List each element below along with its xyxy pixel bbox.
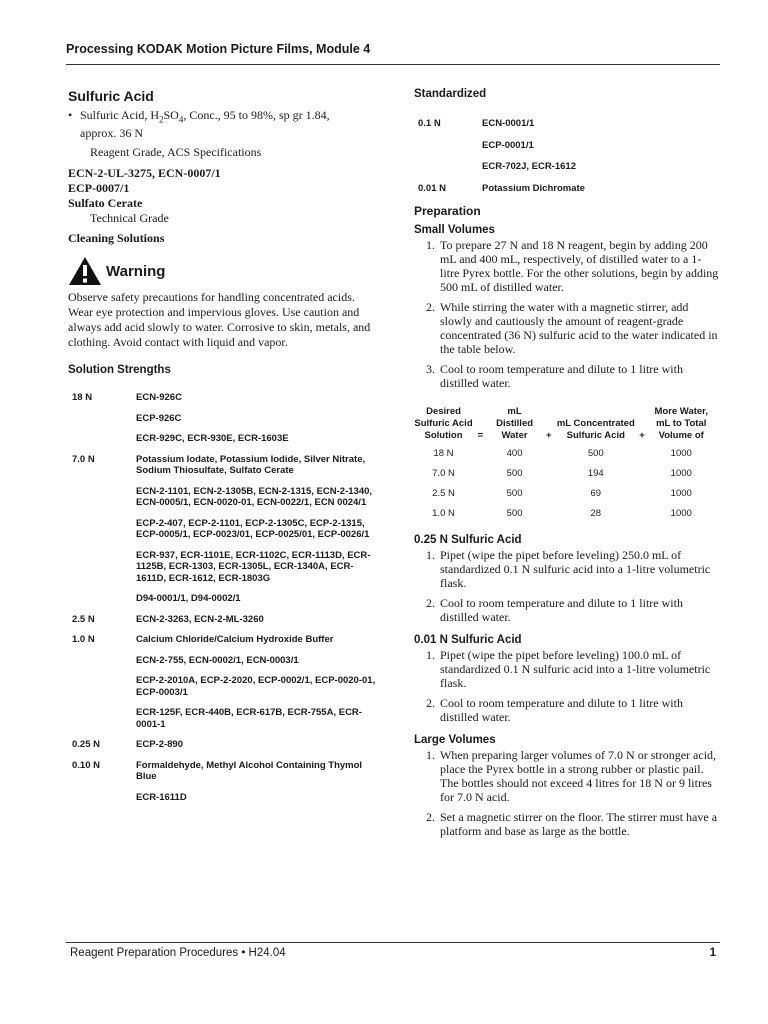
strength-row [68,454,378,605]
step-number: 1. [426,748,435,762]
q01-title: 0.01 N Sulfuric Acid [414,634,522,646]
step-text: Cool to room temperature and dilute to 1 litre with distilled water. [440,362,683,390]
strength-normality: 18 N [72,392,93,404]
step-item [426,810,720,838]
standardized-row [414,183,720,195]
step-text: Cool to room temperature and dilute to 1 litre with distilled water. [440,596,683,624]
step-text: When preparing larger volumes of 7.0 N or stronger acid, place the Pyrex bottle in a strong rubber or plastic pail. The bottles should not exceed 4 litres for 18 N or 9 litres for 7.0 N acid. [440,748,717,804]
q25-title: 0.25 N Sulfuric Acid [414,534,522,546]
strength-row [68,614,378,626]
strength-normality: 7.0 N [72,453,95,465]
dilution-cell: 18 N [433,448,454,459]
dilution-table-row [414,464,714,484]
formula-part: SO [163,108,179,122]
dilution-header-cell: Desired Sulfuric Acid Solution [414,406,473,441]
dilution-spacer-cell [636,504,649,524]
dilution-table-row [414,444,714,464]
step-text: Set a magnetic stirrer on the floor. The stirrer must have a platform and base as large as the bottle. [440,810,718,838]
strength-row [68,760,378,804]
formula-part: , Conc., 95 to 98%, sp gr 1.84, [183,108,330,122]
warning-icon [68,256,102,286]
step-text: Pipet (wipe the pipet before leveling) 250.0 mL of standardized 0.1 N sulfuric acid into a 1-litre volumetric flask. [440,548,711,590]
strength-item: ECN-2-3263, ECN-2-ML-3260 [136,613,264,625]
dilution-cell: 2.5 N [432,488,455,499]
step-number: 2. [426,810,435,824]
dilution-spacer-cell [636,444,649,464]
strength-normality: 1.0 N [72,634,95,646]
dilution-cell: 1.0 N [432,508,455,519]
strength-item: ECN-2-755, ECN-0002/1, ECN-0003/1 [136,654,299,666]
strength-item: ECR-1611D [136,791,187,803]
dilution-cell: 69 [590,488,602,499]
dilution-header-cell: + [545,430,552,441]
footer-text: Reagent Preparation Procedures • H24.04 [70,947,286,959]
warning-label: Warning [106,262,166,280]
formula-line2: approx. 36 N [80,126,143,141]
step-item [426,648,720,690]
strength-item: ECR-929C, ECR-930E, ECR-1603E [136,433,289,445]
dilution-table [414,404,714,524]
dilution-cell: 1000 [670,448,692,459]
small-volumes-steps [414,238,720,390]
strength-item: ECN-2-1101, ECN-2-1305B, ECN-2-1315, ECN-2-1340, ECN-0005/1, ECN-0020-01, ECN-0022/1, ECN 0024/1 [136,485,373,509]
formula-part: Sulfuric Acid, H [80,108,159,122]
strength-row [68,739,378,751]
dilution-cell: 500 [506,468,523,479]
standardized-row [414,161,720,173]
footer-rule [66,942,720,943]
strength-items [136,392,378,445]
strength-item: Calcium Chloride/Calcium Hydroxide Buffer [136,634,334,646]
dilution-spacer-cell [541,444,556,464]
step-item [426,596,720,624]
dilution-header-cell: + [639,430,645,441]
dilution-spacer-cell [473,444,488,464]
step-item [426,548,720,590]
standardized-row [414,140,720,152]
strength-item: ECR-125F, ECR-440B, ECR-617B, ECR-755A, ECR-0001-1 [136,707,362,730]
dilution-header-cell: More Water, mL to Total Volume of [654,406,708,441]
standardized-item: ECP-0001/1 [482,139,534,151]
strength-item: ECP-2-407, ECP-2-1101, ECP-2-1305C, ECP-2-1315, ECP-0005/1, ECP-0023/01, ECP-0025/01, ECP-0026/1 [136,517,370,541]
standardized-item: ECN-0001/1 [482,118,535,129]
standardized-normality: 0.1 N [418,118,441,129]
step-text: To prepare 27 N and 18 N reagent, begin by adding 200 mL and 400 mL, respectively, of distilled water to a 1-litre Pyrex bottle. For the other solutions, begin by adding 500 mL of distilled water. [440,238,719,294]
solution-strengths-title: Solution Strengths [68,364,171,377]
cleaning-solutions: Cleaning Solutions [68,231,165,246]
reagent-grade: Reagent Grade, ACS Specifications [90,145,262,160]
step-number: 2. [426,300,435,314]
large-volumes-title: Large Volumes [414,734,496,746]
strength-items [136,634,378,730]
strength-items [136,739,378,751]
strength-item: ECP-2-2010A, ECP-2-2020, ECP-0002/1, ECP-0020-01, ECP-0003/1 [136,675,376,698]
step-item [426,238,720,294]
step-number: 2. [426,696,435,710]
sulfato-cerate: Sulfato Cerate [68,196,143,211]
step-text: Cool to room temperature and dilute to 1 litre with distilled water. [440,696,683,724]
strength-items [136,454,378,605]
standardized-item: ECR-702J, ECR-1612 [482,161,576,172]
dilution-cell: 1000 [670,508,692,519]
q01-steps [414,648,720,724]
header-rule [66,64,720,65]
strength-item: ECR-937, ECR-1101E, ECR-1102C, ECR-1113D, ECR-1125B, ECR-1303, ECR-1305L, ECR-1340A, ECR-1611D, ECR-1612, ECR-1803G [136,549,371,584]
dilution-header-cell: = [477,430,484,441]
dilution-spacer-cell [636,484,649,504]
step-number: 2. [426,596,435,610]
dilution-spacer-cell [473,504,488,524]
step-number: 3. [426,362,435,376]
strength-row [68,634,378,730]
step-number: 1. [426,548,435,562]
standardized-normality: 0.01 N [418,182,446,194]
dilution-spacer-cell [473,484,488,504]
dilution-cell: 1000 [670,468,692,479]
dilution-cell: 28 [590,508,602,519]
dilution-cell: 1000 [670,488,692,499]
warning-text: Observe safety precautions for handling concentrated acids. Wear eye protection and impervious gloves. Use caution and always add acid slowly to water. Corrosive to skin, metals, and clothing. Avoid contact with liquid and vapor. [68,290,371,350]
large-volumes-steps [414,748,720,838]
acid-bullet [68,108,378,140]
strength-normality: 0.10 N [72,759,100,771]
standardized-normality [414,140,482,152]
solution-strengths-table [68,392,378,803]
dilution-spacer-cell [636,464,649,484]
small-volumes-title: Small Volumes [414,224,495,236]
dilution-table-row [414,484,714,504]
strength-item: ECN-926C [136,392,182,404]
dilution-table-body [414,444,714,524]
dilution-table-header [414,404,714,444]
step-item [426,696,720,724]
formula-sub: 4 [178,114,184,125]
standardized-title: Standardized [414,88,487,100]
dilution-spacer-cell [541,484,556,504]
strength-normality: 2.5 N [72,613,95,625]
right-column [414,88,720,844]
dilution-header-cell: mL Concentrated Sulfuric Acid [556,418,635,441]
standardized-table [414,118,720,194]
section-title-sulfuric-acid: Sulfuric Acid [68,88,154,104]
page-number: 1 [709,947,716,959]
dilution-header-cell: mL Distilled Water [496,406,534,441]
dilution-cell: 7.0 N [432,468,455,479]
strength-item: Potassium Iodate, Potassium Iodide, Silver Nitrate, Sodium Thiosulfate, Sulfato Cerate [136,453,366,477]
strength-items [136,760,378,804]
standardized-row [414,118,720,130]
strength-row [68,392,378,445]
standardized-item: Potassium Dichromate [482,182,585,194]
strength-normality: 0.25 N [72,739,100,751]
dilution-spacer-cell [541,504,556,524]
dilution-table-row [414,504,714,524]
step-item [426,300,720,356]
dilution-cell: 400 [506,448,523,459]
strength-item: D94-0001/1, D94-0002/1 [136,593,241,605]
dilution-cell: 500 [506,488,523,499]
dilution-spacer-cell [473,464,488,484]
dilution-cell: 500 [587,448,604,459]
ecp-line: ECP-0007/1 [68,181,130,196]
dilution-cell: 500 [506,508,523,519]
step-number: 1. [426,648,435,662]
step-text: Pipet (wipe the pipet before leveling) 100.0 mL of standardized 0.1 N sulfuric acid into a 1-litre volumetric flask. [440,648,711,690]
dilution-spacer-cell [541,464,556,484]
left-column [68,88,378,812]
strength-item: ECP-926C [136,412,182,424]
strength-item: Formaldehyde, Methyl Alcohol Containing Thymol Blue [136,759,363,783]
dilution-cell: 194 [587,468,604,479]
step-item [426,748,720,804]
warning-heading [68,256,378,286]
preparation-title: Preparation [414,204,481,218]
page-header: Processing KODAK Motion Picture Films, Module 4 [66,42,371,56]
q25-steps [414,548,720,624]
bullet-dot: • [68,108,73,122]
strength-items [136,614,378,626]
formula-sub: 2 [159,114,164,125]
standardized-normality [414,161,482,173]
technical-grade: Technical Grade [90,211,169,226]
step-number: 1. [426,238,435,252]
step-item [426,362,720,390]
ecn-line: ECN-2-UL-3275, ECN-0007/1 [68,166,221,181]
strength-item: ECP-2-890 [136,739,183,751]
step-text: While stirring the water with a magnetic stirrer, add slowly and cautiously the amount of reagent-grade concentrated (36 N) sulfuric acid to the water indicated in the table below. [440,300,718,356]
